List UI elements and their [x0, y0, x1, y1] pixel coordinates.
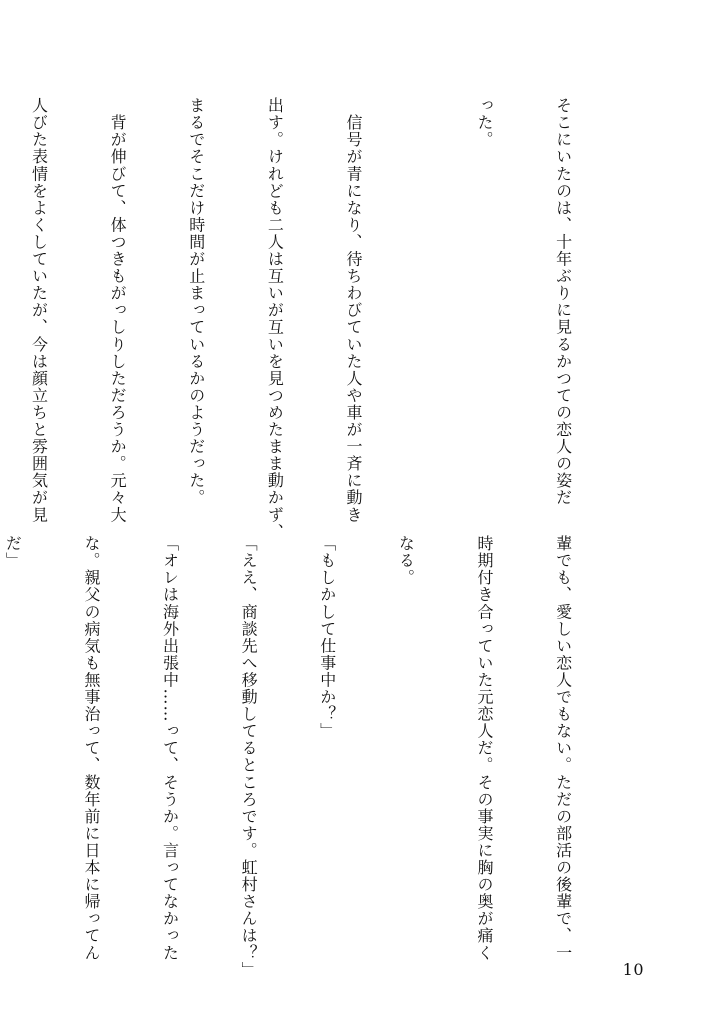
text-line: 「オレは海外出張中……って、そうか。言ってなかった — [160, 535, 180, 962]
text-line: 「もしかして仕事中か？」 — [317, 535, 337, 740]
text-line: まるでそこだけ時間が止まっているかのようだった。 — [186, 97, 206, 507]
text-line: 背が伸びて、体つきもがっしりしただろうか。元々大 — [108, 97, 128, 524]
text-line: だ」 — [3, 535, 23, 570]
text-line: 輩でも、愛しい恋人でもない。ただの部活の後輩で、一 — [553, 535, 573, 962]
text-line: なる。 — [396, 535, 416, 587]
text-line: った。 — [474, 97, 494, 149]
text-line: 時期付き合っていた元恋人だ。その事実に胸の奥が痛く — [474, 535, 494, 962]
text-line: そこにいたのは、十年ぶりに見るかつての恋人の姿だ — [553, 97, 573, 507]
text-line: 「ええ、商談先へ移動してるところです。虹村さんは？」 — [239, 535, 259, 979]
text-line: 信号が青になり、待ちわびていた人や車が一斉に動き — [343, 97, 363, 524]
text-block-lower — [3, 535, 628, 979]
text-line: な。親父の病気も無事治って、数年前に日本に帰ってん — [81, 535, 101, 962]
text-line: 人びた表情をよくしていたが、今は顔立ちと雰囲気が見 — [29, 97, 49, 524]
text-block-upper — [29, 97, 628, 541]
text-line: 出す。けれども二人は互いが互いを見つめたまま動かず、 — [265, 97, 285, 541]
page-number: 10 — [622, 960, 644, 979]
